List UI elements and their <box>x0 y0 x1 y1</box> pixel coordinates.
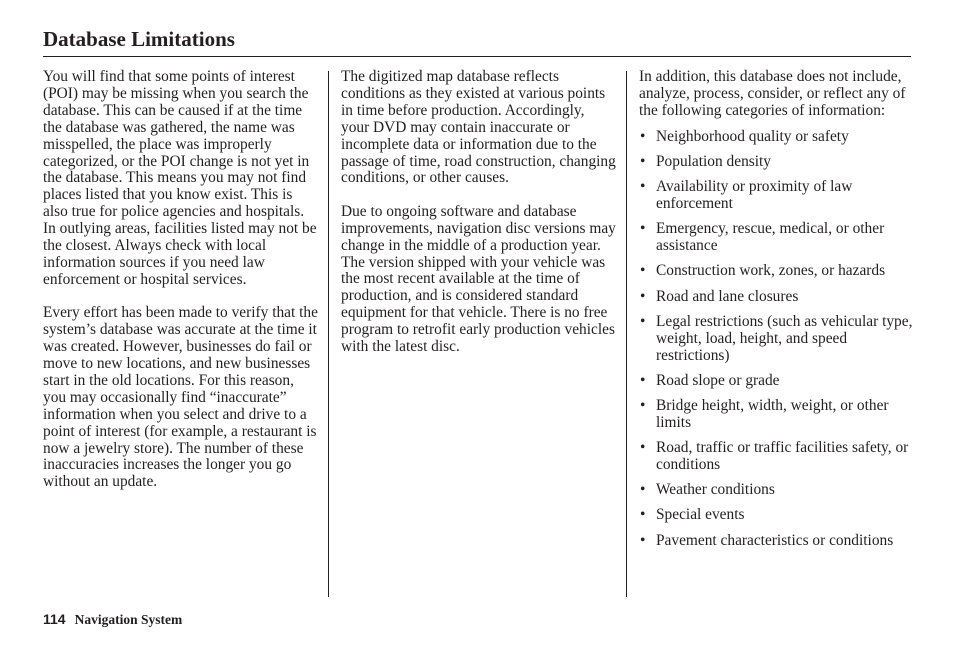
bullet-icon: • <box>640 127 646 145</box>
bullet-icon: • <box>640 178 646 196</box>
list-item-text: Pavement characteristics or conditions <box>656 531 894 549</box>
column-middle <box>341 69 616 373</box>
column-divider-left <box>328 71 329 597</box>
list-item-text: Weather conditions <box>656 481 775 499</box>
exclusions-bullet-list <box>639 129 914 550</box>
page-title: Database Limitations <box>43 27 235 51</box>
bullet-icon: • <box>640 262 646 280</box>
list-item-text: Population density <box>656 152 772 170</box>
list-item <box>639 398 914 432</box>
page-footer <box>43 610 182 630</box>
list-item <box>639 154 914 171</box>
bullet-icon: • <box>640 396 646 414</box>
column-right <box>639 69 914 558</box>
list-item <box>639 507 914 524</box>
list-item <box>639 221 914 255</box>
list-item <box>639 482 914 499</box>
map-database-paragraph: The digitized map database reflects conditions as they existed at various points in time before production. Accordingly, your DVD may contain inaccurate or incomplete data or information due to the passage of time, road construction, changing conditions, or other causes. <box>341 68 616 187</box>
list-item <box>639 289 914 306</box>
list-item <box>639 373 914 390</box>
list-item <box>639 533 914 550</box>
title-underline-rule <box>43 56 911 57</box>
bullet-icon: • <box>640 506 646 524</box>
column-divider-right <box>626 71 627 597</box>
list-item-text: Emergency, rescue, medical, or other assistance <box>656 220 885 255</box>
bullet-icon: • <box>640 531 646 549</box>
page-number: 114 <box>43 611 66 627</box>
list-item-text: Special events <box>656 506 745 524</box>
list-item <box>639 179 914 213</box>
list-item-text: Availability or proximity of law enforcement <box>656 178 853 213</box>
list-item-text: Road slope or grade <box>656 371 780 389</box>
list-item-text: Construction work, zones, or hazards <box>656 262 886 280</box>
disc-versions-paragraph: Due to ongoing software and database improvements, navigation disc versions may change in the middle of a production year. The version shipped with your vehicle was the most recent available at the time of production, and is considered standard equipment for that vehicle. There is no free program to retrofit early production vehicles with the latest disc. <box>341 202 616 356</box>
exclusions-intro-paragraph: In addition, this database does not include, analyze, process, consider, or reflect any of the following categories of information: <box>639 68 906 119</box>
bullet-icon: • <box>640 220 646 238</box>
bullet-icon: • <box>640 287 646 305</box>
bullet-icon: • <box>640 371 646 389</box>
list-item <box>639 440 914 474</box>
list-item <box>639 263 914 280</box>
accuracy-paragraph: Every effort has been made to verify that the system’s database was accurate at the time it was created. However, businesses do fail or move to new locations, and new businesses start in the old locations. For this reason, you may occasionally find “inaccurate” information when you select and drive to a point of interest (for example, a restaurant is now a jewelry store). The number of these inaccuracies increases the longer you go without an update. <box>43 304 318 491</box>
list-item <box>639 129 914 146</box>
list-item <box>639 314 914 365</box>
list-item-text: Neighborhood quality or safety <box>656 127 849 145</box>
bullet-icon: • <box>640 481 646 499</box>
bullet-icon: • <box>640 152 646 170</box>
list-item-text: Road, traffic or traffic facilities safety, or conditions <box>656 439 909 473</box>
bullet-icon: • <box>640 312 646 330</box>
list-item-text: Legal restrictions (such as vehicular type, weight, load, height, and speed restrictions) <box>656 312 913 364</box>
poi-missing-paragraph: You will find that some points of interest (POI) may be missing when you search the database. This can be caused if at the time the database was gathered, the name was misspelled, the place was improperly categorized, or the POI change is not yet in the database. This means you may not find places listed that you know exist. This is also true for police agencies and hospitals. In outlying areas, facilities listed may not be the closest. Always check with local information sources if you need law enforcement or hospital services. <box>43 68 317 288</box>
section-name: Navigation System <box>74 612 183 627</box>
bullet-icon: • <box>640 439 646 457</box>
list-item-text: Bridge height, width, weight, or other limits <box>656 396 889 431</box>
list-item-text: Road and lane closures <box>656 287 799 305</box>
column-left <box>43 69 318 508</box>
